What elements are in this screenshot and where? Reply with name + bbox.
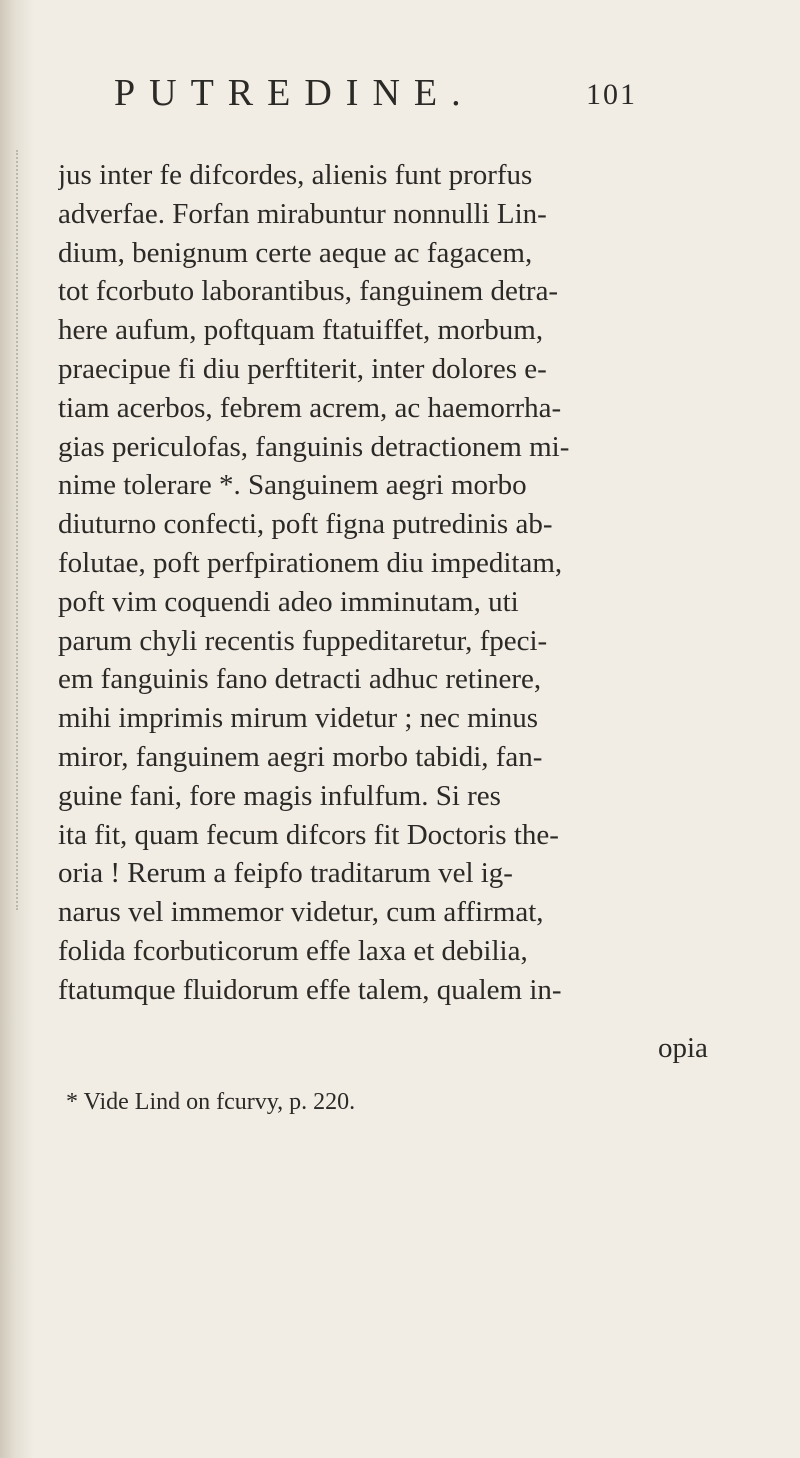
binding-marks [6,150,18,910]
text-line: nime tolerare *. Sanguinem aegri morbo [58,469,527,502]
text-line: parum chyli recentis fuppeditaretur, fpeci- [58,624,548,657]
text-line: gias periculofas, fanguinis detractionem mi- [58,430,570,463]
text-line: ftatumque fluidorum effe talem, qualem in- [58,973,562,1006]
text-line: mihi imprimis mirum videtur ; nec minus [58,702,539,735]
text-line: em fanguinis fano detracti adhuc retinere, [58,663,542,696]
text-line: guine fani, fore magis infulfum. Si res [58,779,501,812]
text-line: tot fcorbuto laborantibus, fanguinem detra- [58,275,559,308]
text-line: poft vim coquendi adeo imminutam, uti [58,585,519,618]
text-line: folida fcorbuticorum effe laxa et debilia, [58,934,528,967]
text-line: dium, benignum certe aeque ac fagacem, [58,236,533,269]
page-number: 101 [586,78,637,111]
footnote: * Vide Lind on fcurvy, p. 220. [66,1089,356,1115]
text-line: tiam acerbos, febrem acrem, ac haemorrha- [58,391,562,424]
text-line: adverfae. Forfan mirabuntur nonnulli Lin- [58,197,547,230]
text-line: jus inter fe difcordes, alienis funt prorfus [58,159,533,191]
text-line: here aufum, poftquam ftatuiffet, morbum, [58,314,544,347]
text-line: narus vel immemor videtur, cum affirmat, [58,896,544,929]
text-line: praecipue fi diu perftiterit, inter dolores e- [58,352,547,385]
running-head: PUTREDINE. [114,72,475,114]
text-line: folutae, poft perfpirationem diu impeditam, [58,546,563,579]
body-text [58,156,748,1010]
text-line: ita fit, quam fecum difcors fit Doctoris the- [58,818,559,851]
text-line: miror, fanguinem aegri morbo tabidi, fan- [58,740,543,773]
text-line: diuturno confecti, poft figna putredinis ab- [58,508,553,541]
catchword: opia [658,1032,708,1064]
text-line: oria ! Rerum a feipfo traditarum vel ig- [58,857,513,890]
